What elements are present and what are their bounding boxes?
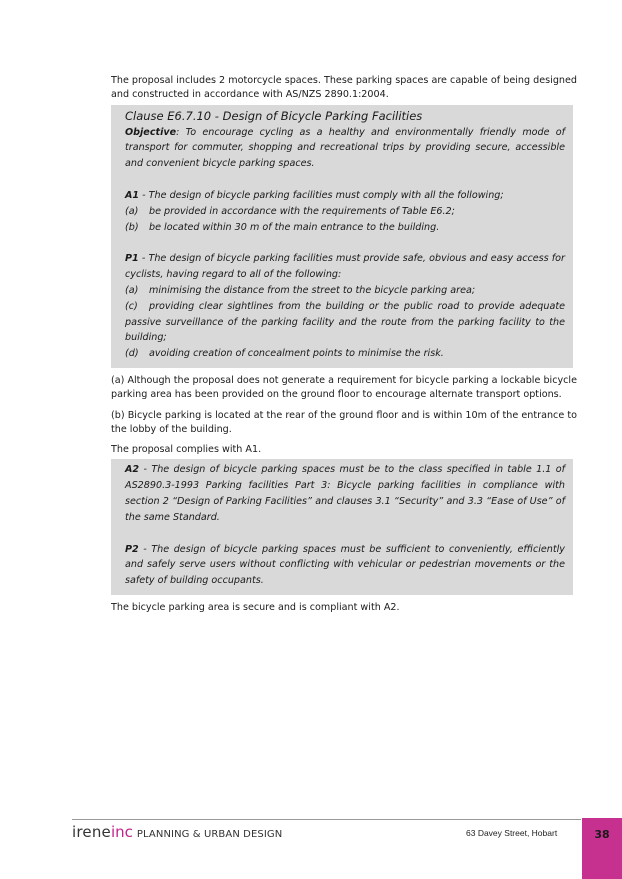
p1-text: - The design of bicycle parking facilities must provide safe, obvious and easy access for cyclists, having regard to all of the following: [125,253,565,281]
list-item [125,220,565,236]
page-number: 38 [594,828,610,841]
list-item-text: avoiding creation of concealment points to minimise the risk. [149,348,444,360]
objective [125,125,565,172]
a1-statement [125,188,565,204]
p2-statement [125,542,565,589]
complies-a1-paragraph: The proposal complies with A1. [111,444,262,456]
a2-text: - The design of bicycle parking spaces must be to the class specified in table 1.1 of AS2890.3-1993 Parking facilities Part 3: Bicycle parking facilities in compliance with section 2 “Design of Parking Facilities” and clauses 3.1 “Security” and 3.3 “Ease of Use” of the same Standard. [125,464,565,523]
clause-e6-7-10-box [111,105,573,368]
response-a-paragraph: (a) Although the proposal does not generate a requirement for bicycle parking a lockable bicycle parking area has been provided on the ground floor to encourage alternate transport options. [111,374,577,401]
list-item-text: minimising the distance from the street to the bicycle parking area; [149,284,476,296]
list-item [125,346,565,362]
p1-label: P1 [125,253,139,265]
a2-label: A2 [125,464,140,476]
page-content [111,74,577,615]
page-number-box [582,818,622,879]
objective-label: Objective [125,126,177,138]
response-b-paragraph: (b) Bicycle parking is located at the rear of the ground floor and is within 10m of the entrance to the lobby of the building. [111,409,577,435]
list-item-text: be located within 30 m of the main entrance to the building. [149,221,440,233]
list-marker: (a) [125,284,139,296]
p1-statement [125,251,565,283]
brand-name-part1: irene [72,823,111,841]
list-item [125,283,565,299]
list-marker: (c) [125,300,138,312]
a2-statement [125,462,565,525]
list-item-text: be provided in accordance with the requirements of Table E6.2; [149,205,455,217]
brand-tagline: PLANNING & URBAN DESIGN [136,829,283,840]
list-item [125,204,565,220]
a1-label: A1 [125,189,140,201]
list-marker: (d) [125,348,139,360]
list-marker: (a) [125,205,139,217]
intro-paragraph: The proposal includes 2 motorcycle spaces. These parking spaces are capable of being designed and constructed in accordance with AS/NZS 2890.1:2004. [111,75,577,101]
footer-divider [72,819,581,820]
a2-p2-box [111,459,573,595]
a1-text: - The design of bicycle parking facilities must comply with all the following; [139,189,504,201]
clause-title: Clause E6.7.10 - Design of Bicycle Parking Facilities [125,108,423,123]
p2-text: - The design of bicycle parking spaces must be sufficient to conveniently, efficiently and safely serve users without conflicting with vehicular or pedestrian movements or the safety of building occupants. [125,543,565,587]
objective-text: : To encourage cycling as a healthy and environmentally friendly mode of transport for commuter, shopping and recreational trips by providing secure, accessible and convenient bicycle parking spaces. [125,126,565,170]
brand-name-part2: inc [110,823,133,841]
list-item [125,299,565,346]
list-item-text: providing clear sightlines from the building or the public road to provide adequate passive surveillance of the parking facility and the route from the parking facility to the building; [125,300,565,344]
footer-address: 63 Davey Street, Hobart [466,828,558,838]
brand-logo [72,822,282,842]
p2-label: P2 [125,543,139,555]
complies-a2-paragraph: The bicycle parking area is secure and is compliant with A2. [111,602,400,614]
list-marker: (b) [125,221,139,233]
